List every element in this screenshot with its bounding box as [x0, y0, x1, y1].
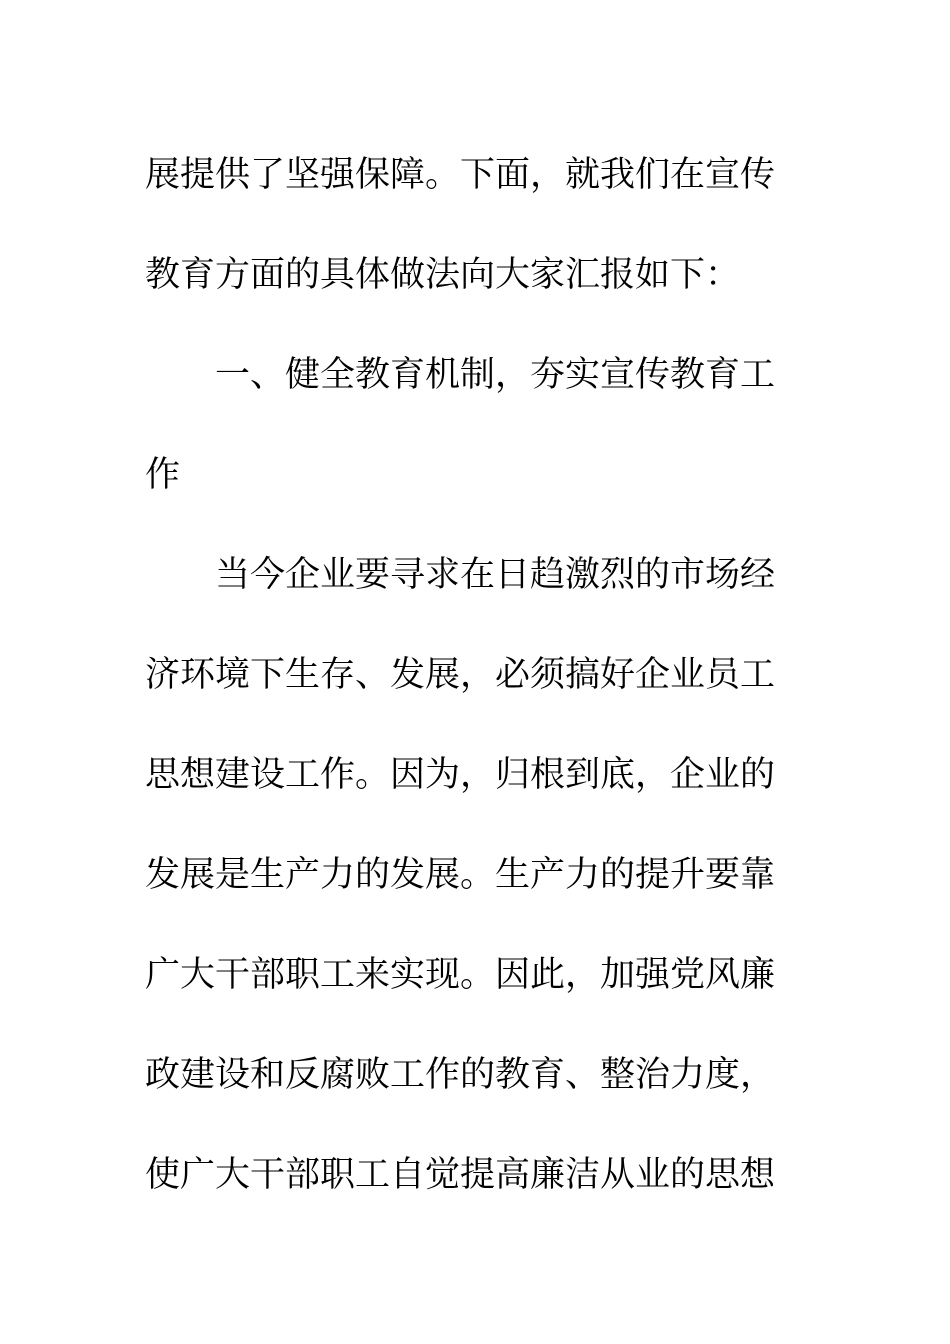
text-line: 使广大干部职工自觉提高廉洁从业的思想	[145, 1155, 776, 1195]
text-line: 济环境下生存、发展，必须搞好企业员工	[145, 655, 776, 695]
text-line: 发展是生产力的发展。生产力的提升要靠	[145, 855, 776, 895]
text-line: 展提供了坚强保障。下面，就我们在宣传	[145, 155, 776, 195]
text-line: 广大干部职工来实现。因此，加强党风廉	[145, 955, 776, 995]
body-text	[145, 125, 785, 1225]
text-line: 政建设和反腐败工作的教育、整治力度，	[145, 1055, 776, 1095]
paragraph-start: 当今企业要寻求在日趋激烈的市场经	[215, 555, 776, 595]
text-line: 思想建设工作。因为，归根到底，企业的	[145, 755, 776, 795]
section-heading: 一、健全教育机制，夯实宣传教育工	[215, 355, 776, 395]
text-line: 教育方面的具体做法向大家汇报如下：	[145, 255, 741, 295]
section-heading-continuation: 作	[145, 455, 181, 495]
